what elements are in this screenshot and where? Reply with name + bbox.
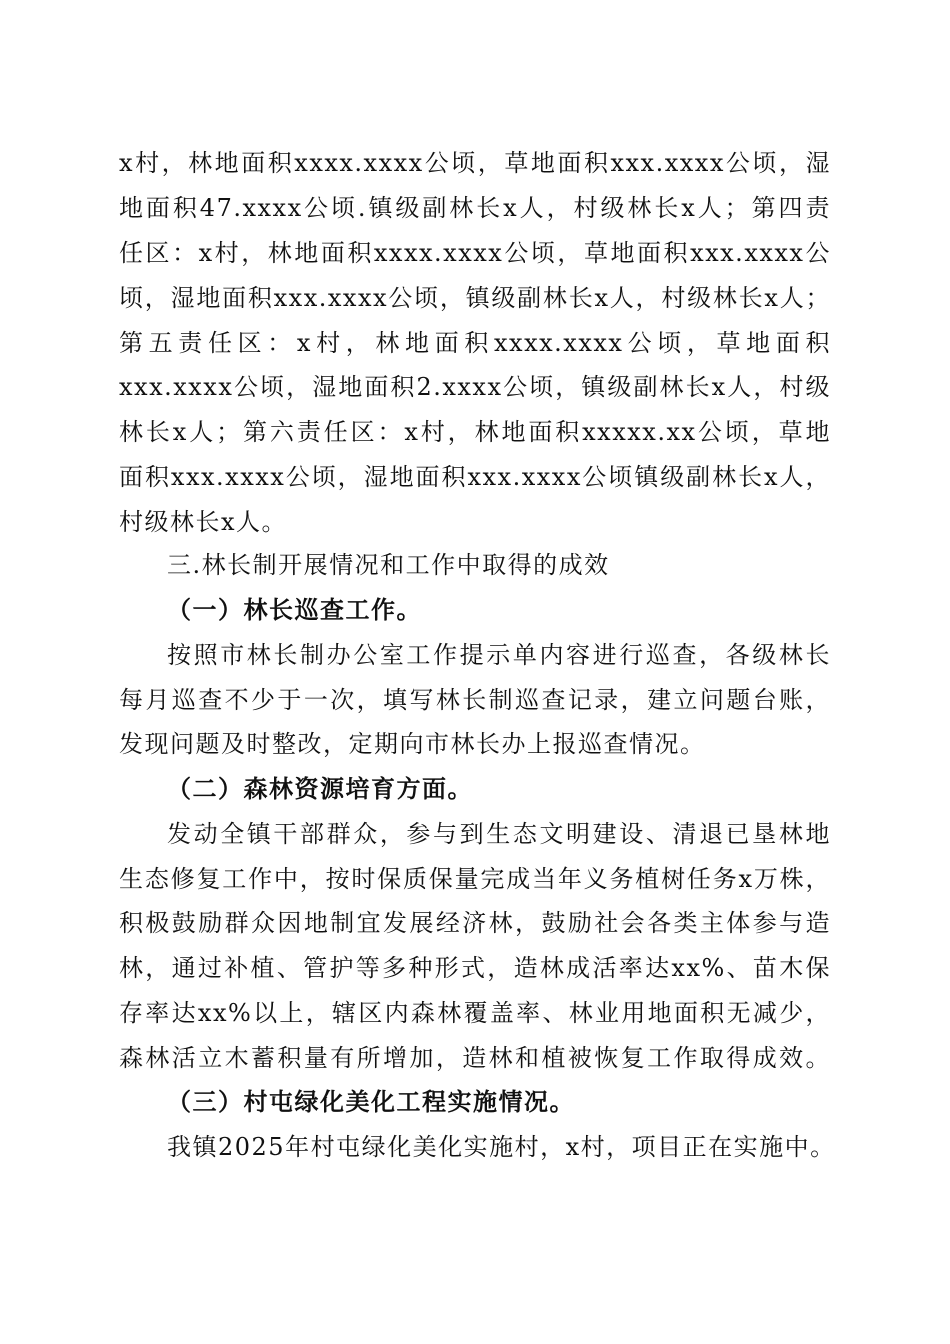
paragraph-line: x村，林地面积xxxx.xxxx公顷，草地面积xxx.xxxx公顷，湿	[119, 149, 831, 177]
paragraph-line: 按照市林长制办公室工作提示单内容进行巡查，各级林长	[167, 641, 831, 669]
paragraph-line: 林长x人；第六责任区：x村，林地面积xxxxx.xx公顷，草地	[119, 418, 831, 446]
subsection-title-forest: （二）森林资源培育方面。	[167, 774, 473, 803]
paragraph-line: 第五责任区：x村，林地面积xxxx.xxxx公顷，草地面积	[119, 329, 831, 357]
paragraph-line: 森林活立木蓄积量有所增加，造林和植被恢复工作取得成效。	[119, 1044, 831, 1072]
paragraph-line: 存率达xx%以上，辖区内森林覆盖率、林业用地面积无减少，	[119, 999, 831, 1027]
paragraph-line: 我镇2025年村屯绿化美化实施村，x村，项目正在实施中。	[167, 1133, 836, 1161]
paragraph-line: 发动全镇干部群众，参与到生态文明建设、清退已垦林地	[167, 820, 831, 848]
paragraph-line: 任区：x村，林地面积xxxx.xxxx公顷，草地面积xxx.xxxx公	[119, 239, 831, 267]
paragraph-line: 积极鼓励群众因地制宜发展经济林，鼓励社会各类主体参与造	[119, 909, 831, 937]
section-title: 三.林长制开展情况和工作中取得的成效	[167, 551, 610, 579]
subsection-title-greening: （三）村屯绿化美化工程实施情况。	[167, 1087, 575, 1116]
paragraph-line: 发现问题及时整改，定期向市林长办上报巡查情况。	[119, 730, 706, 758]
paragraph-line: 林，通过补植、管护等多种形式，造林成活率达xx%、苗木保	[119, 954, 831, 982]
paragraph-line: 生态修复工作中，按时保质保量完成当年义务植树任务x万株，	[119, 865, 831, 893]
paragraph-line: 面积xxx.xxxx公顷，湿地面积xxx.xxxx公顷镇级副林长x人，	[119, 463, 831, 491]
paragraph-line: 地面积47.xxxx公顷.镇级副林长x人，村级林长x人；第四责	[119, 194, 831, 222]
paragraph-line: 顷，湿地面积xxx.xxxx公顷，镇级副林长x人，村级林长x人；	[119, 284, 831, 312]
paragraph-line: xxx.xxxx公顷，湿地面积2.xxxx公顷，镇级副林长x人，村级	[119, 373, 831, 401]
paragraph-line: 村级林长x人。	[119, 508, 288, 536]
subsection-title-patrol: （一）林长巡查工作。	[167, 595, 422, 624]
paragraph-line: 每月巡查不少于一次，填写林长制巡查记录，建立问题台账，	[119, 686, 831, 714]
